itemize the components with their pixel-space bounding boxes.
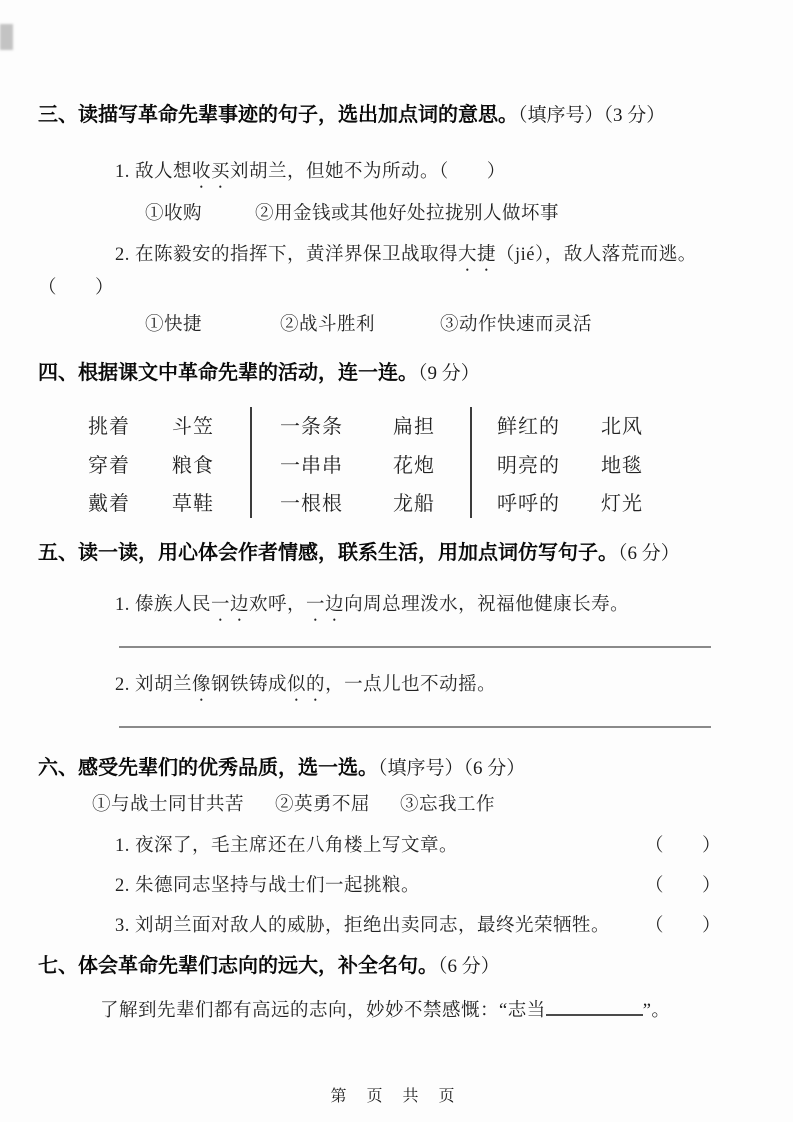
column-divider: [470, 407, 472, 518]
section-6-heading: [38, 753, 525, 784]
fill-in-blank: [546, 998, 643, 1017]
option-label: ②英勇不屈: [275, 795, 371, 815]
option-label: ②用金钱或其他好处拉拢别人做坏事: [255, 204, 560, 224]
match-word: 挑着: [88, 416, 130, 438]
s7-sentence: [100, 996, 670, 1026]
section-5-heading: [38, 538, 680, 569]
match-word: 地毯: [601, 455, 643, 477]
item-text: 2. 朱德同志坚持与战士们一起挑粮。: [115, 876, 421, 896]
section-5-title: 五、读一读，用心体会作者情感，联系生活，用加点词仿写句子。: [38, 542, 618, 564]
s3-question-1: [115, 157, 506, 192]
text-run: 欢呼，: [249, 595, 307, 615]
section-7-points: （6 分）: [438, 956, 500, 977]
match-word: 一条条: [280, 416, 343, 438]
item-text: 1. 夜深了，毛主席还在八角楼上写文章。: [115, 836, 459, 856]
s5-sentence-1: [115, 590, 629, 625]
text-run: 向周总理泼水，祝福他健康长寿。: [344, 595, 630, 615]
emphasized-word: 大捷: [458, 245, 497, 265]
text-run: 刘胡兰，但她不为所动。（ ）: [230, 162, 506, 182]
section-4-points: （9 分）: [418, 363, 480, 384]
match-word: 北风: [601, 416, 643, 438]
section-3-title: 三、读描写革命先辈事迹的句子，选出加点词的意思。: [38, 104, 518, 126]
match-word: 呼呼的: [497, 493, 560, 515]
match-word: 穿着: [88, 455, 130, 477]
match-word: 斗笠: [172, 416, 214, 438]
answer-blank-line: [119, 726, 711, 728]
answer-blank-line: [119, 646, 711, 648]
text-run: 2. 在陈毅安的指挥下，黄洋界保卫战取得: [115, 245, 459, 265]
match-word: 鲜红的: [497, 416, 560, 438]
match-word: 粮食: [172, 455, 214, 477]
option-label: ③忘我工作: [400, 795, 496, 815]
emphasized-word: 收买: [192, 162, 231, 182]
item-text: 3. 刘胡兰面对敌人的威胁，拒绝出卖同志，最终光荣牺牲。: [115, 916, 611, 936]
section-6-title: 六、感受先辈们的优秀品质，选一选。: [38, 757, 378, 779]
emphasized-word: 似的: [287, 675, 326, 695]
text-run: 1. 敌人想: [115, 162, 193, 182]
s5-sentence-2: [115, 670, 496, 705]
emphasized-word: 像: [192, 675, 212, 695]
answer-bracket: （ ）: [645, 916, 722, 936]
text-run: ”。: [642, 1001, 671, 1021]
scan-artifact: [0, 24, 13, 50]
text-run: 了解到先辈们都有高远的志向，妙妙不禁感慨：“志当: [100, 1001, 546, 1021]
option-label: ①与战士同甘共苦: [92, 795, 245, 815]
text-run: 1. 傣族人民: [115, 595, 212, 615]
section-6-points: （填序号）（6 分）: [378, 758, 526, 779]
section-4-title: 四、根据课文中革命先辈的活动，连一连。: [38, 362, 418, 384]
answer-bracket: （ ）: [645, 876, 722, 896]
section-7-heading: [38, 951, 500, 982]
option-label: ②战斗胜利: [280, 315, 376, 335]
match-word: 灯光: [601, 493, 643, 515]
option-label: ①收购: [145, 204, 203, 224]
s3-q2-answer-bracket: （ ）: [38, 278, 115, 298]
match-word: 明亮的: [497, 455, 560, 477]
answer-bracket: （ ）: [645, 836, 722, 856]
section-7-title: 七、体会革命先辈们志向的远大，补全名句。: [38, 955, 438, 977]
text-run: （jié），敌人落荒而逃。: [496, 245, 697, 265]
match-word: 草鞋: [172, 493, 214, 515]
match-word: 戴着: [88, 493, 130, 515]
text-run: 2. 刘胡兰: [115, 675, 193, 695]
match-word: 扁担: [393, 416, 435, 438]
option-label: ③动作快速而灵活: [440, 315, 593, 335]
page-footer: 第 页 共 页: [330, 1088, 463, 1105]
emphasized-word: 一边: [211, 595, 250, 615]
match-word: 一串串: [280, 455, 343, 477]
section-3-heading: [38, 100, 665, 131]
match-word: 一根根: [280, 493, 343, 515]
matching-exercise: [0, 405, 793, 520]
section-4-heading: [38, 358, 480, 389]
column-divider: [250, 407, 252, 518]
match-word: 龙船: [393, 493, 435, 515]
s3-question-2: [115, 240, 697, 275]
text-run: 钢铁铸成: [211, 675, 288, 695]
text-run: ，一点儿也不动摇。: [325, 675, 497, 695]
section-3-points: （填序号）（3 分）: [518, 105, 666, 126]
emphasized-word: 一边: [306, 595, 345, 615]
section-5-points: （6 分）: [618, 543, 680, 564]
option-label: ①快捷: [145, 315, 203, 335]
match-word: 花炮: [393, 455, 435, 477]
